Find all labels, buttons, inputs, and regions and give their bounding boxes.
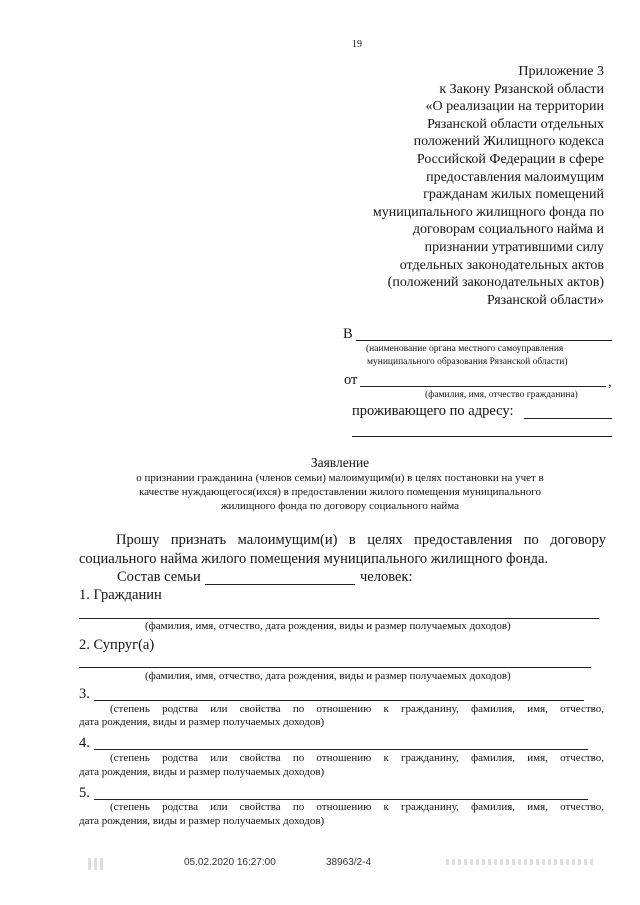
citizen-label: 1. Гражданин (79, 587, 162, 603)
faint-footer-text (446, 859, 596, 865)
appendix-line: к Закону Рязанской области (439, 81, 604, 97)
subtitle-line-1: о признании гражданина (членов семьи) малоимущим(и) в целях постановки на учет в (136, 472, 544, 484)
member-5-caption-2: дата рождения, виды и размер получаемых доходов) (79, 815, 325, 827)
citizen-caption: (фамилия, имя, отчество, дата рождения, виды и размер получаемых доходов) (145, 620, 511, 632)
citizen-field[interactable] (79, 618, 599, 619)
appendix-line: Российской Федерации в сфере (416, 151, 604, 167)
to-caption-2: муниципального образования Рязанской области) (367, 357, 568, 367)
appendix-line: договорам социального найма и (412, 222, 604, 238)
from-field[interactable] (360, 386, 606, 387)
member-3-caption-1: (степень родства или свойства по отношению к гражданину, фамилия, имя, отчество, (110, 703, 604, 715)
member-3-label: 3. (79, 686, 90, 702)
appendix-line: отдельных законодательных актов (399, 257, 604, 273)
footer-doc-id: 38963/2-4 (326, 857, 372, 868)
request-line-1: Прошу признать малоимущим(и) в целях предоставления по договору (116, 532, 606, 548)
to-label: В (343, 326, 353, 342)
residing-label: проживающего по адресу: (352, 403, 514, 419)
member-3-field[interactable] (94, 700, 584, 701)
address-field-line-2[interactable] (352, 436, 612, 437)
appendix-line: «О реализации на территории (425, 99, 604, 115)
family-label: Состав семьи (117, 569, 201, 585)
family-count-field[interactable] (205, 584, 355, 585)
appendix-line: Приложение 3 (518, 64, 604, 79)
from-comma: , (608, 374, 612, 390)
appendix-line: Рязанской области» (486, 292, 604, 308)
member-5-label: 5. (79, 785, 90, 801)
request-line-2: социального найма жилого помещения муниципального жилищного фонда. (79, 551, 549, 567)
to-caption-1: (наименование органа местного самоуправления (366, 344, 564, 354)
appendix-line: положений Жилищного кодекса (413, 134, 604, 150)
member-4-field[interactable] (94, 749, 588, 750)
appendix-line: предоставления малоимущим (426, 169, 604, 185)
to-field[interactable] (356, 340, 612, 341)
appendix-line: гражданам жилых помещений (423, 187, 604, 203)
footer-timestamp: 05.02.2020 16:27:00 (184, 857, 276, 868)
family-suffix: человек: (360, 569, 413, 585)
from-label: от (344, 372, 358, 388)
member-4-label: 4. (79, 735, 90, 751)
subtitle-line-2: качестве нуждающегося(ихся) в предоставлении жилого помещения муниципального (138, 486, 542, 498)
appendix-line: (положений законодательных актов) (387, 275, 604, 291)
member-5-field[interactable] (94, 799, 588, 800)
spouse-field[interactable] (79, 667, 591, 668)
member-3-caption-2: дата рождения, виды и размер получаемых доходов) (79, 716, 325, 728)
subtitle-line-3: жилищного фонда по договору социального найма (220, 500, 460, 512)
appendix-line: муниципального жилищного фонда по (372, 204, 604, 220)
document-title: Заявление (310, 455, 370, 470)
from-caption: (фамилия, имя, отчество гражданина) (425, 390, 578, 400)
address-field[interactable] (524, 418, 612, 419)
spouse-label: 2. Супруг(а) (79, 637, 155, 653)
member-5-caption-1: (степень родства или свойства по отношению к гражданину, фамилия, имя, отчество, (110, 801, 604, 813)
appendix-line: Рязанской области отдельных (427, 116, 604, 132)
spouse-caption: (фамилия, имя, отчество, дата рождения, виды и размер получаемых доходов) (145, 670, 511, 682)
member-4-caption-2: дата рождения, виды и размер получаемых доходов) (79, 766, 325, 778)
faint-stamp-mark (88, 858, 104, 870)
appendix-line: признании утратившими силу (424, 239, 604, 255)
member-4-caption-1: (степень родства или свойства по отношению к гражданину, фамилия, имя, отчество, (110, 752, 604, 764)
appendix-block (373, 63, 604, 309)
page-number: 19 (352, 39, 362, 50)
